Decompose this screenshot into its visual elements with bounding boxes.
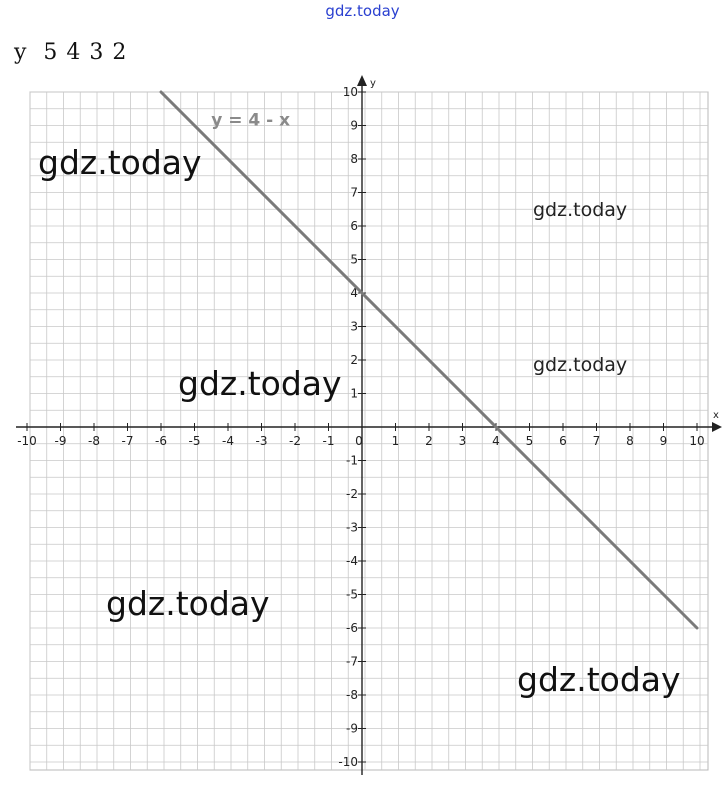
x-tick-label: 1 bbox=[391, 434, 400, 448]
y-tick-label: 6 bbox=[350, 219, 358, 233]
x-tick-label: 10 bbox=[689, 434, 705, 448]
y-tick-label: 4 bbox=[350, 286, 358, 300]
x-tick-label: -7 bbox=[121, 434, 134, 448]
x-tick-label: -5 bbox=[188, 434, 201, 448]
y-axis-label: y bbox=[370, 78, 376, 89]
x-tick-label: 8 bbox=[626, 434, 634, 448]
x-tick-label: 4 bbox=[492, 434, 500, 448]
x-tick-label: -9 bbox=[54, 434, 67, 448]
x-tick-label: -2 bbox=[289, 434, 301, 448]
y-tick-label: -6 bbox=[346, 621, 358, 635]
x-tick-label: 2 bbox=[425, 434, 433, 448]
x-tick-label: -1 bbox=[322, 434, 335, 448]
top-text: y 5 4 3 2 bbox=[14, 40, 128, 65]
y-axis-arrow bbox=[357, 75, 367, 86]
x-tick-label: -10 bbox=[17, 434, 37, 448]
x-tick-label: 9 bbox=[659, 434, 668, 448]
x-tick-label: -6 bbox=[155, 434, 167, 448]
x-tick-label: 6 bbox=[559, 434, 567, 448]
x-axis-label: x bbox=[713, 410, 719, 421]
y-tick-label: -10 bbox=[338, 755, 358, 769]
y-tick-label: -7 bbox=[346, 654, 358, 669]
annotations bbox=[211, 111, 290, 131]
x-tick-label: -4 bbox=[222, 434, 234, 448]
watermark-5: gdz.today bbox=[106, 584, 270, 623]
y-tick-label: -1 bbox=[346, 453, 358, 468]
watermark-2: gdz.today bbox=[533, 199, 628, 221]
y-tick-label: 8 bbox=[350, 152, 358, 166]
x-tick-label: -3 bbox=[255, 434, 268, 448]
x-tick-label: 7 bbox=[592, 434, 601, 448]
y-tick-label: -5 bbox=[346, 587, 358, 602]
y-tick-label: 5 bbox=[350, 252, 358, 267]
y-tick-label: 10 bbox=[342, 85, 358, 99]
watermark-4: gdz.today bbox=[533, 354, 628, 376]
x-axis-arrow bbox=[712, 422, 722, 432]
watermark-6: gdz.today bbox=[517, 660, 681, 699]
watermark-3: gdz.today bbox=[178, 364, 342, 403]
watermark-1: gdz.today bbox=[38, 143, 202, 182]
x-tick-label: 5 bbox=[525, 434, 534, 448]
y-tick-label: 2 bbox=[350, 353, 358, 367]
y-tick-label: 3 bbox=[350, 319, 358, 334]
y-tick-label: 9 bbox=[350, 118, 358, 133]
y-tick-label: 1 bbox=[350, 386, 358, 401]
y-tick-label: -8 bbox=[346, 688, 358, 702]
y-tick-label: -2 bbox=[346, 487, 358, 501]
x-tick-label: 0 bbox=[355, 434, 363, 448]
y-tick-label: -3 bbox=[346, 520, 358, 535]
y-tick-label: 7 bbox=[350, 185, 358, 200]
line-equation-label: y = 4 - x bbox=[211, 110, 291, 131]
y-tick-label: -9 bbox=[346, 721, 358, 736]
x-tick-label: 3 bbox=[458, 434, 467, 448]
site-header-link[interactable]: gdz.today bbox=[325, 2, 400, 20]
y-tick-label: -4 bbox=[346, 554, 358, 568]
x-tick-label: -8 bbox=[88, 434, 100, 448]
